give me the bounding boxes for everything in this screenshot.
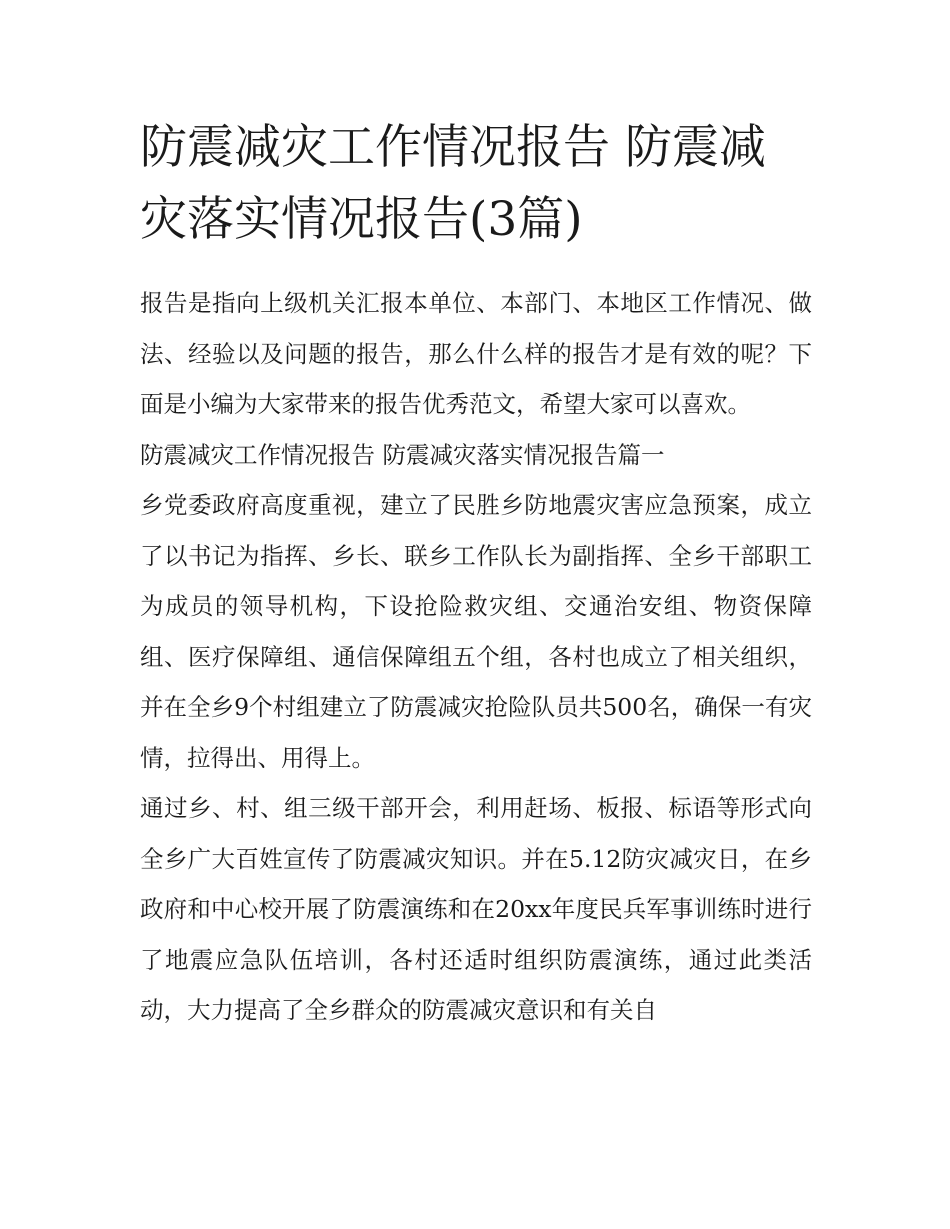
body-paragraph-1: 乡党委政府高度重视，建立了民胜乡防地震灾害应急预案，成立了以书记为指挥、乡长、联乡工作队长为副指挥、全乡干部职工为成员的领导机构，下设抢险救灾组、交通治安组、物资保障组、医疗保障组、通信保障组五个组，各村也成立了相关组织，并在全乡9个村组建立了防震减灾抢险队员共500名，确保一有灾情，拉得出、用得上。 — [140, 491, 812, 772]
document-page — [140, 112, 812, 1036]
document-title: 防震减灾工作情况报告 防震减灾落实情况报告(3篇) — [140, 120, 766, 247]
section-heading: 防震减灾工作情况报告 防震减灾落实情况报告篇一 — [140, 440, 665, 469]
intro-paragraph: 报告是指向上级机关汇报本单位、本部门、本地区工作情况、做法、经验以及问题的报告，那么什么样的报告才是有效的呢？下面是小编为大家带来的报告优秀范文，希望大家可以喜欢。 — [140, 289, 812, 418]
body-paragraph-2: 通过乡、村、组三级干部开会，利用赶场、板报、标语等形式向全乡广大百姓宣传了防震减灾知识。并在5.12防灾减灾日，在乡政府和中心校开展了防震演练和在20xx年度民兵军事训练时进行了地震应急队伍培训，各村还适时组织防震演练，通过此类活动，大力提高了全乡群众的防震减灾意识和有关自 — [140, 794, 812, 1024]
